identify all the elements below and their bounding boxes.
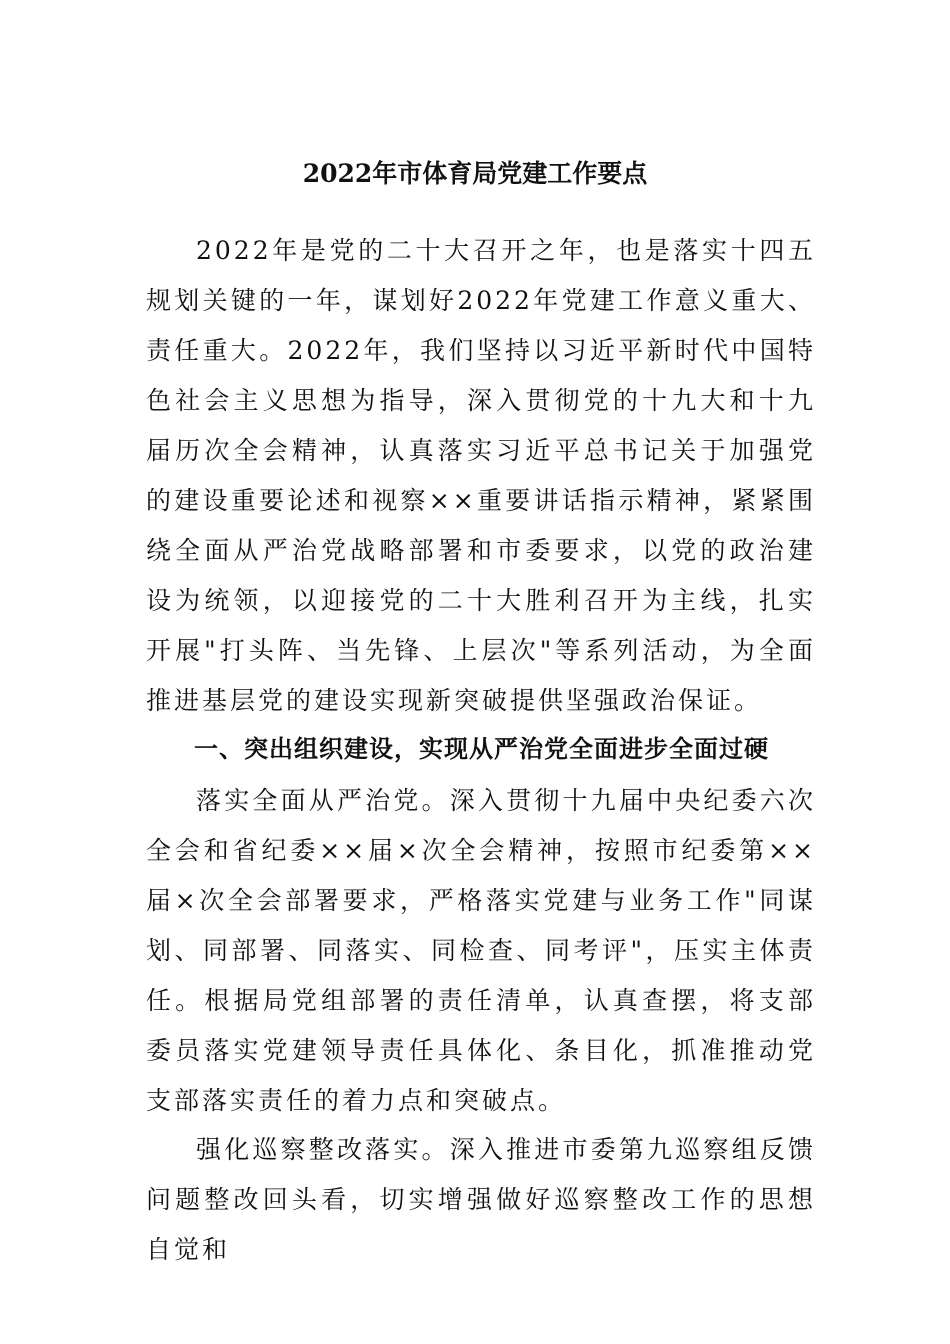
body-paragraph: 落实全面从严治党。深入贯彻十九届中央纪委六次全会和省纪委××届×次全会精神，按照市纪委第××届×次全会部署要求，严格落实党建与业务工作"同谋划、同部署、同落实、同检查、同考评"，压实主体责任。根据局党组部署的责任清单，认真查摆，将支部委员落实党建领导责任具体化、条目化，抓准推动党支部落实责任的着力点和突破点。 (146, 786, 816, 1115)
intro-paragraph: 2022年是党的二十大召开之年，也是落实十四五规划关键的一年，谋划好2022年党建工作意义重大、责任重大。2022年，我们坚持以习近平新时代中国特色社会主义思想为指导，深入贯彻党的十九大和十九届历次全会精神，认真落实习近平总书记关于加强党的建设重要论述和视察××重要讲话指示精神，紧紧围绕全面从严治党战略部署和市委要求，以党的政治建设为统领，以迎接党的二十大胜利召开为主线，扎实开展"打头阵、当先锋、上层次"等系列活动，为全面推进基层党的建设实现新突破提供坚强政治保证。 (146, 236, 816, 715)
body-paragraph: 强化巡察整改落实。深入推进市委第九巡察组反馈问题整改回头看，切实增强做好巡察整改工作的思想自觉和 (146, 1135, 816, 1264)
section-heading: 一、突出组织建设，实现从严治党全面进步全面过硬 (194, 735, 769, 763)
document-title: 2022年市体育局党建工作要点 (302, 159, 648, 188)
